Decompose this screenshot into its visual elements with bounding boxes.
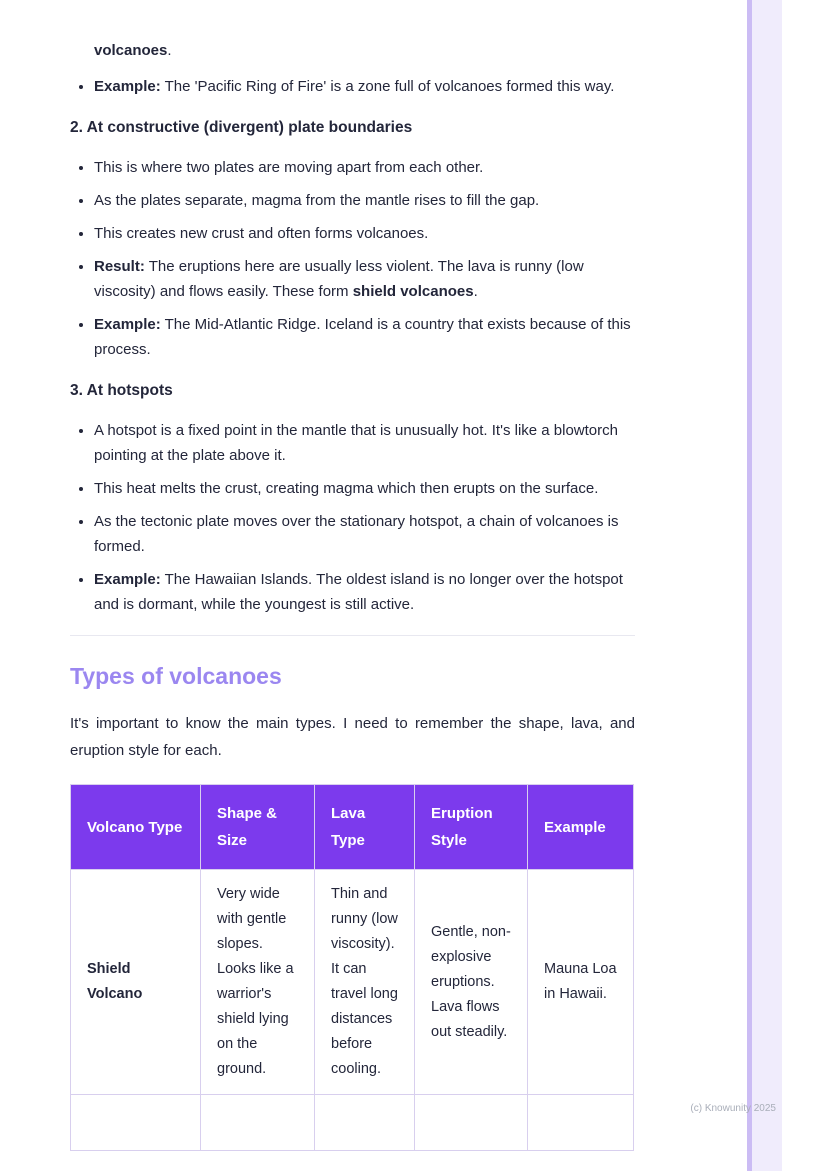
table-header-volcano-type: Volcano Type <box>71 785 201 870</box>
table-cell-empty <box>528 1095 634 1151</box>
table-cell-empty <box>201 1095 315 1151</box>
table-cell-empty <box>71 1095 201 1151</box>
table-cell-empty <box>315 1095 415 1151</box>
section-heading-hotspots: 3. At hotspots <box>70 382 173 399</box>
table-cell-empty <box>415 1095 528 1151</box>
section-heading-constructive: 2. At constructive (divergent) plate boundaries <box>70 119 413 136</box>
table-header-example: Example <box>528 785 634 870</box>
bullet-item: • Example: The 'Pacific Ring of Fire' is a zone full of volcanoes formed this way. <box>94 74 635 99</box>
table-cell-lava-type: Thin and runny (low viscosity). It can travel long distances before cooling. <box>315 870 415 1095</box>
lead-bullet-list <box>70 74 635 99</box>
lead-continuation-line: volcanoes. <box>94 42 172 59</box>
bullet-item: • This creates new crust and often forms volcanoes. <box>94 221 635 246</box>
table-cell-volcano-type: Shield Volcano <box>71 870 201 1095</box>
table-header-row <box>71 785 634 870</box>
bullet-item: • As the plates separate, magma from the mantle rises to fill the gap. <box>94 188 635 213</box>
bullet-item: • Result: The eruptions here are usually less violent. The lava is runny (low viscosity) and flows easily. These form shield volcanoes. <box>94 254 635 304</box>
section-divider <box>70 635 635 636</box>
types-section-intro: It's important to know the main types. I need to remember the shape, lava, and eruption style for each. <box>70 715 635 759</box>
bullet-list-hotspots <box>70 418 635 617</box>
table-cell-eruption-style: Gentle, non-explosive eruptions. Lava flows out steadily. <box>415 870 528 1095</box>
bullet-item: • Example: The Mid-Atlantic Ridge. Iceland is a country that exists because of this process. <box>94 312 635 362</box>
types-section-heading: Types of volcanoes <box>70 663 282 689</box>
table-cell-example: Mauna Loa in Hawaii. <box>528 870 634 1095</box>
bullet-item: • This is where two plates are moving apart from each other. <box>94 155 635 180</box>
scrollbar-track[interactable] <box>752 0 782 1171</box>
bullet-item: • Example: The Hawaiian Islands. The oldest island is no longer over the hotspot and is dormant, while the youngest is still active. <box>94 567 635 617</box>
bullet-item: • This heat melts the crust, creating magma which then erupts on the surface. <box>94 476 635 501</box>
bullet-item: • A hotspot is a fixed point in the mantle that is unusually hot. It's like a blowtorch pointing at the plate above it. <box>94 418 635 468</box>
table-row-shield-volcano <box>71 870 634 1095</box>
copyright-text: (c) Knowunity 2025 <box>690 1103 776 1114</box>
table-header-lava-type: Lava Type <box>315 785 415 870</box>
bullet-list-constructive <box>70 155 635 362</box>
table-cell-shape-size: Very wide with gentle slopes. Looks like a warrior's shield lying on the ground. <box>201 870 315 1095</box>
bullet-item: • As the tectonic plate moves over the stationary hotspot, a chain of volcanoes is formed. <box>94 509 635 559</box>
volcano-types-table <box>70 784 634 1151</box>
table-row-partial <box>71 1095 634 1151</box>
table-header-eruption-style: Eruption Style <box>415 785 528 870</box>
table-header-shape-size: Shape & Size <box>201 785 315 870</box>
document-content <box>70 40 635 1151</box>
